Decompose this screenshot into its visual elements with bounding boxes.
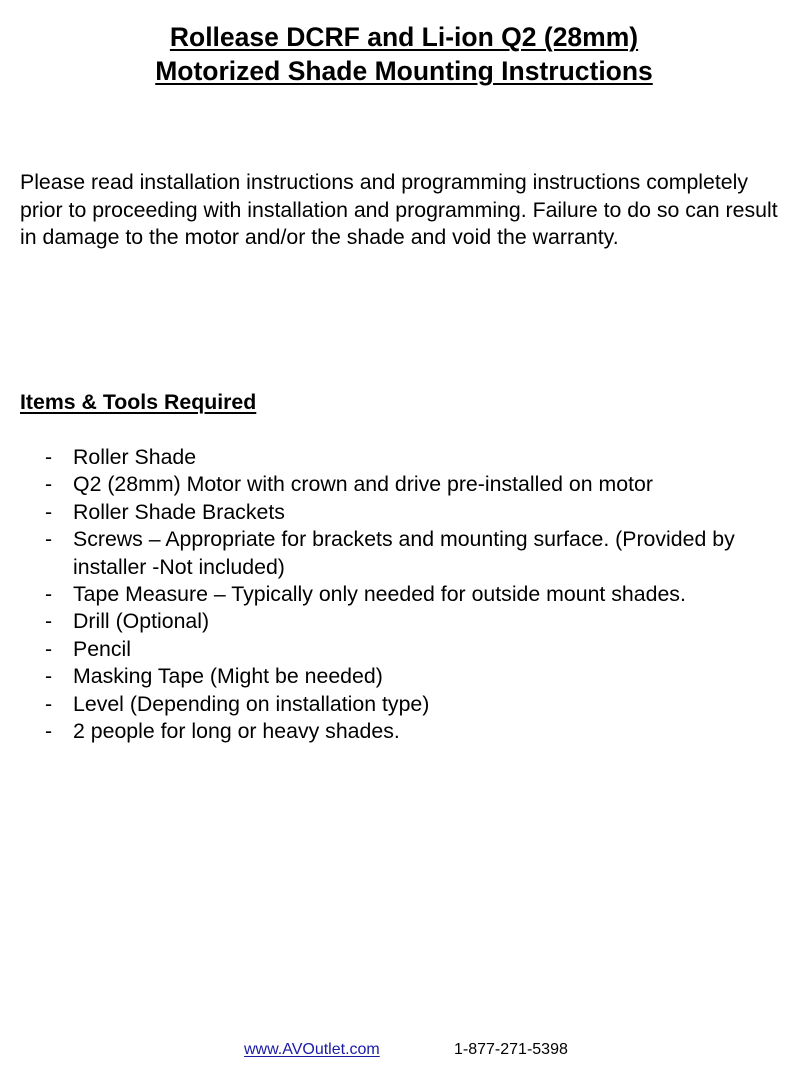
list-item (20, 608, 795, 635)
list-item-text: Tape Measure – Typically only needed for outside mount shades. (73, 582, 686, 607)
document-title (0, 20, 808, 88)
list-item-text: Pencil (73, 636, 132, 661)
list-item (20, 718, 795, 745)
list-bullet: - (45, 582, 53, 607)
list-bullet: - (45, 609, 53, 634)
list-item-text: 2 people for long or heavy shades. (73, 719, 400, 744)
phone-number: 1-877-271-5398 (454, 1041, 568, 1058)
list-item (20, 636, 795, 663)
list-item (20, 581, 795, 608)
list-item-text: Roller Shade Brackets (73, 499, 285, 524)
list-item-text: Screws – Appropriate for brackets and mounting surface. (Provided by installer -Not included) (73, 527, 735, 579)
title-line-2: Motorized Shade Mounting Instructions (155, 56, 653, 86)
items-tools-heading: Items & Tools Required (20, 390, 257, 414)
list-item (20, 526, 795, 581)
website-link[interactable]: www.AVOutlet.com (244, 1041, 380, 1058)
title-line-1: Rollease DCRF and Li-ion Q2 (28mm) (169, 22, 639, 52)
list-bullet: - (45, 445, 53, 469)
list-item-text: Level (Depending on installation type) (73, 691, 430, 716)
intro-paragraph: Please read installation instructions and programming instructions completely prior to proceeding with installation and programming. Failure to do so can result in damage to the motor and/or the shade and void the warranty. (20, 170, 778, 249)
list-item-text: Q2 (28mm) Motor with crown and drive pre-installed on motor (73, 472, 653, 497)
list-bullet: - (45, 719, 53, 744)
list-item-text: Drill (Optional) (73, 609, 210, 634)
list-item (20, 499, 795, 526)
list-bullet: - (45, 472, 53, 497)
list-item (20, 444, 795, 471)
list-bullet: - (45, 664, 53, 689)
items-tools-list (20, 444, 795, 745)
list-item (20, 691, 795, 718)
list-item-text: Roller Shade (73, 445, 197, 469)
list-bullet: - (45, 527, 53, 552)
list-item (20, 471, 795, 498)
list-item (20, 663, 795, 690)
list-bullet: - (45, 636, 53, 661)
list-item-text: Masking Tape (Might be needed) (73, 664, 383, 689)
list-bullet: - (45, 499, 53, 524)
list-bullet: - (45, 691, 53, 716)
